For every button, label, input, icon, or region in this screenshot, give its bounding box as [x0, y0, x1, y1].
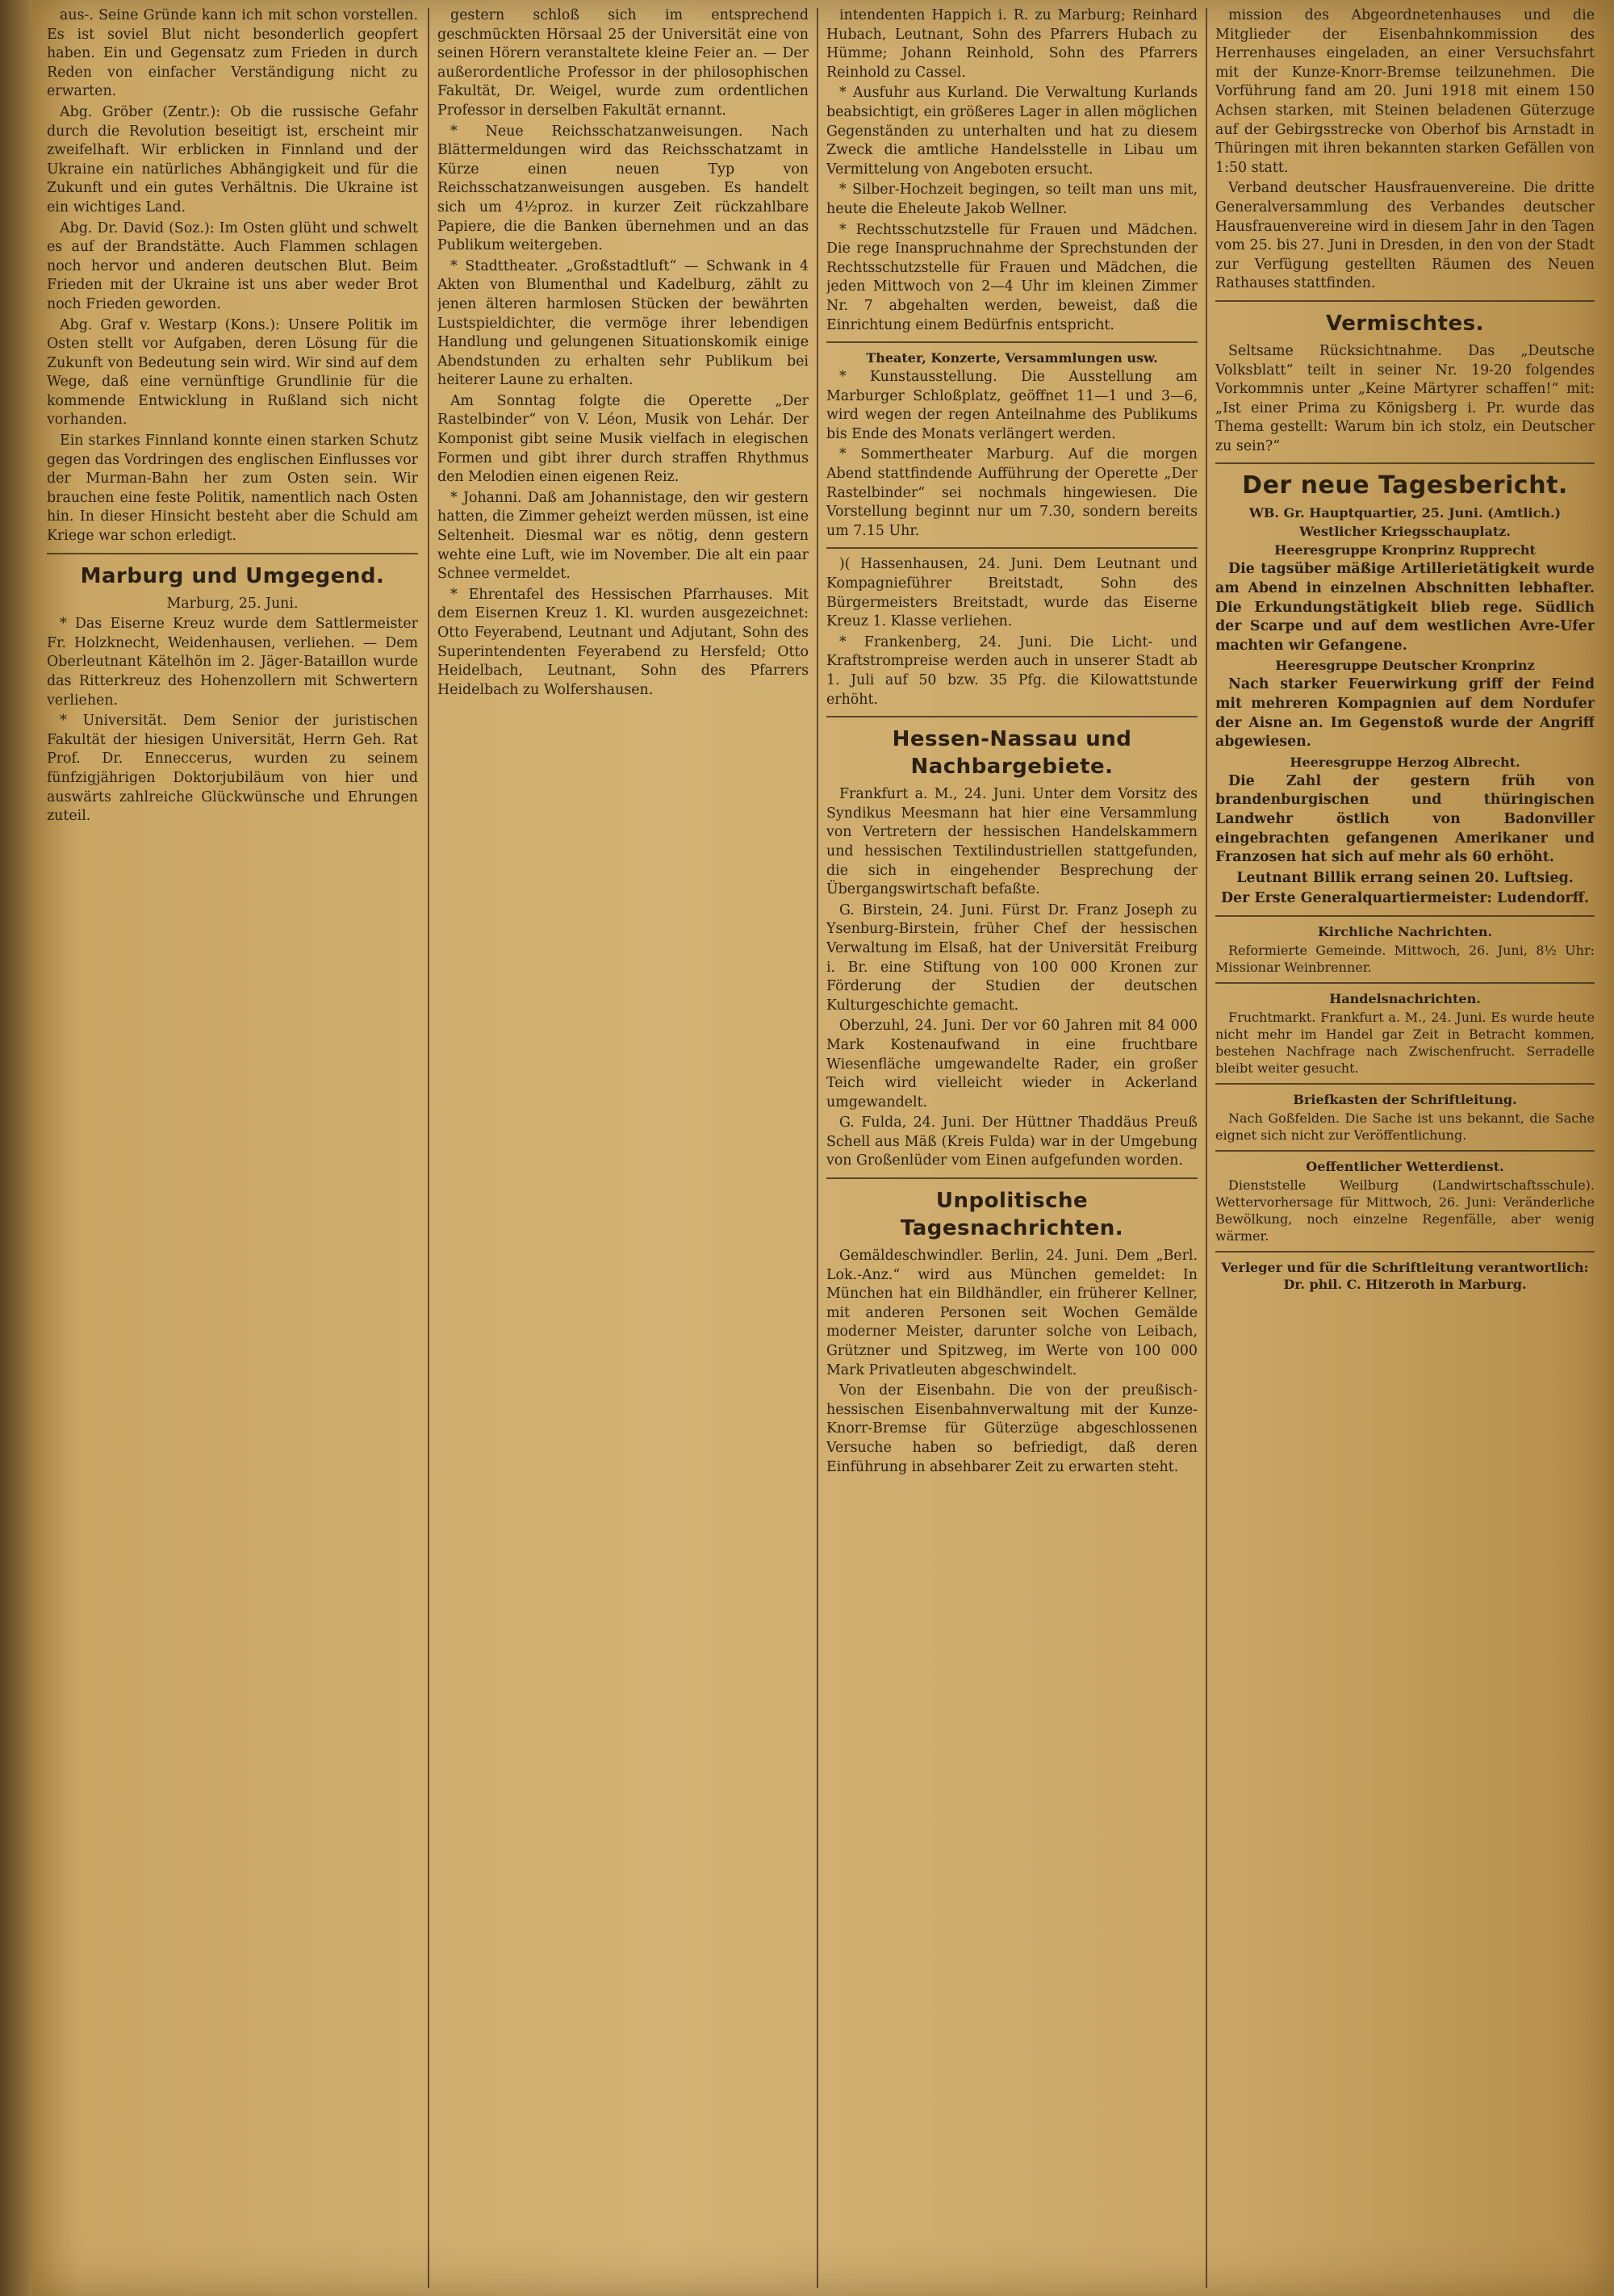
article-text: Seltsame Rücksichtnahme. Das „Deutsche Volksblatt“ teilt in seiner Nr. 19-20 folgendes Vorkommnis unter „Keine Märtyrer schaffen!“ mit: „Ist einer Prima zu Königsberg i. Pr. wurde das Thema gestellt: Warum bin ich stolz, ein Deutscher zu sein?“ [1215, 342, 1595, 454]
column-2 [437, 6, 809, 2290]
column-4 [1215, 6, 1595, 2290]
section-divider [1215, 462, 1595, 464]
article-text: mission des Abgeordnetenhauses und die Mitglieder der Eisenbahnkommission des Herrenhauses eingeladen, an einer Versuchsfahrt mit der Kunze-Knorr-Bremse teilzunehmen. Die Vorführung fand am 20. Juni 1918 mit einem 150 Achsen starken, mit Steinen beladenen Güterzuge auf der Gebirgsstrecke von Oberhof bis Arnstadt in Thüringen mit ihren bekannten starken Gefällen von 1:50 statt. [1215, 7, 1595, 176]
report-subhead: Heeresgruppe Deutscher Kronprinz [1275, 658, 1535, 674]
section-heading: Vermischtes. [1326, 311, 1484, 336]
report-text: Leutnant Billik errang seinen 20. Luftsieg. [1236, 869, 1574, 886]
section-divider [826, 1177, 1198, 1179]
article-text: Gemäldeschwindler. Berlin, 24. Juni. Dem „Berl. Lok.-Anz.“ wird aus München gemeldet: In München hat ein Bildhändler, ein früherer Kellner, mit anderen Personen seit Wochen Gemälde moderner Meister, darunter solche von Leibach, Grützner und Spitzweg, im Werte von 100 000 Mark Privatleuten abgeschwindelt. [826, 1248, 1198, 1378]
article-text: * Frankenberg, 24. Juni. Die Licht- und Kraftstrompreise werden auch in unserer Stadt ab 1. Juli auf 50 bzw. 35 Pfg. die Kilowattstunde erhöht. [826, 634, 1198, 708]
subsection-heading: Kirchliche Nachrichten. [1317, 923, 1493, 939]
section-divider [1215, 1150, 1595, 1152]
subsection-heading: Oeffentlicher Wetterdienst. [1306, 1158, 1504, 1174]
article-text: * Silber-Hochzeit begingen, so teilt man uns mit, heute die Eheleute Jakob Wellner. [826, 182, 1198, 217]
newspaper-page [32, 0, 1614, 2296]
article-text: Abg. Graf v. Westarp (Kons.): Unsere Politik im Osten stellt vor Aufgaben, deren Lösung für die Zukunft von Bedeutung sein wird. Wir sind auf dem Wege, daß eine vernünftige Grundlinie für die kommende Entwicklung in Rußland sich nicht vorhanden. [47, 316, 418, 429]
article-text: * Johanni. Daß am Johannistage, den wir gestern hatten, die Zimmer geheizt werden müssen, ist eine Seltenheit. Diesmal war es nötig, denn gestern wehte eine Luft, wie im November. Die alt ein paar Schnee vermeldet. [437, 489, 809, 583]
subsection-heading: Handelsnachrichten. [1329, 990, 1481, 1006]
section-divider [1215, 982, 1595, 984]
article-text: G. Fulda, 24. Juni. Der Hüttner Thaddäus Preuß Schell aus Mäß (Kreis Fulda) war in der Umgebung von Großenlüder vom Einen aufgefunden worden. [826, 1115, 1198, 1169]
column-rule [817, 8, 818, 2288]
article-text: * Ehrentafel des Hessischen Pfarrhauses. Mit dem Eisernen Kreuz 1. Kl. wurden ausgezeichnet: Otto Feyerabend, Leutnant und Adjutant, Sohn des Superintendenten Feyerabend zu Hersfeld; Otto Heidelbach, Leutnant, Sohn des Pfarrers Heidelbach zu Wolfershausen. [437, 586, 809, 698]
article-text: Frankfurt a. M., 24. Juni. Unter dem Vorsitz des Syndikus Meesmann hat hier eine Versammlung von Vertretern der hessischen Handelskammern und hessischen Textilindustriellen stattgefunden, die sich in eingehender Besprechung der Übergangswirtschaft befaßte. [826, 786, 1198, 898]
article-text: Nach Goßfelden. Die Sache ist uns bekannt, die Sache eignet sich nicht zur Veröffentlichung. [1215, 1110, 1595, 1143]
column-rule [1206, 8, 1207, 2288]
section-divider [1215, 1083, 1595, 1085]
article-text: Oberzuhl, 24. Juni. Der vor 60 Jahren mit 84 000 Mark Kostenaufwand in eine fruchtbare Wiesenfläche umgewandelte Rader, ein großer Teich wird vielleicht wieder in Ackerland umgewandelt. [826, 1018, 1198, 1110]
report-subhead: Heeresgruppe Kronprinz Rupprecht [1274, 542, 1536, 558]
report-subhead: Heeresgruppe Herzog Albrecht. [1290, 754, 1520, 770]
section-heading: Unpolitische Tagesnachrichten. [900, 1189, 1124, 1241]
section-heading: Der neue Tagesbericht. [1242, 471, 1568, 500]
section-divider [826, 341, 1198, 343]
article-text: * Neue Reichsschatzanweisungen. Nach Blättermeldungen wird das Reichsschatzamt in Kürze einen neuen Typ von Reichsschatzanweisungen ausgeben. Es handelt sich um 4½proz. in kurzer Zeit rückzahlbare Papiere, die die Banken übernehmen und an das Publikum weitergeben. [437, 123, 809, 254]
article-text: * Stadttheater. „Großstadtluft“ — Schwank in 4 Akten von Blumenthal und Kadelburg, zählt zu jenen älteren harmlosen Stücken der bewährten Lustspieldichter, die vermöge ihrer lebendigen Handlung und gelungenen Situationskomik einige Abendstunden zu erhalten sehr Publikum bei heiterer Laune zu erhalten. [437, 257, 809, 389]
report-text: Nach starker Feuerwirkung griff der Feind mit mehreren Kompagnien auf dem Nordufer der Aisne an. Im Gegenstoß wurde der Angriff abgewiesen. [1215, 676, 1595, 751]
column-3 [826, 6, 1198, 2290]
article-text: )( Hassenhausen, 24. Juni. Dem Leutnant und Kompagnieführer Breitstadt, Sohn des Bürgermeisters Breitstadt, wurde das Eiserne Kreuz 1. Klasse verliehen. [826, 556, 1198, 630]
article-text: * Kunstausstellung. Die Ausstellung am Marburger Schloßplatz, geöffnet 11—1 und 3—6, wird wegen der regen Anteilnahme des Publikums bis Ende des Monats verlängert werden. [826, 369, 1198, 442]
article-text: * Rechtsschutzstelle für Frauen und Mädchen. Die rege Inanspruchnahme der Sprechstunden der Rechtsschutzstelle für Frauen und Mädchen, die jeden Mittwoch von 2—4 Uhr im kleinen Zimmer Nr. 7 abgehalten werden, beweist, daß die Einrichtung einem Bedürfnis entspricht. [826, 221, 1198, 333]
article-text: * Sommertheater Marburg. Auf die morgen Abend stattfindende Aufführung der Operette „Der Rastelbinder“ sei nochmals hingewiesen. Die Vorstellung beginnt nur um 7.30, sondern bereits um 7.15 Uhr. [826, 446, 1198, 539]
section-heading: Marburg und Umgegend. [80, 563, 385, 588]
article-text: * Das Eiserne Kreuz wurde dem Sattlermeister Fr. Holzknecht, Weidenhausen, verliehen. — Dem Oberleutnant Kätelhön im 2. Jäger-Bataillon wurde das Ritterkreuz des Hohenzollern mit Schwertern verliehen. [47, 616, 418, 709]
article-text: * Universität. Dem Senior der juristischen Fakultät der hiesigen Universität, Herrn Geh. Rat Prof. Dr. Enneccerus, wurden zu seinem fünfzigjährigen Doktorjubiläum von hier und auswärts zahlreiche Glückwünsche und Ehrungen zuteil. [47, 713, 418, 825]
article-text: gestern schloß sich im entsprechend geschmückten Hörsaal 25 der Universität eine von seinen Hörern veranstaltete kleine Feier an. — Der außerordentliche Professor in der philosophischen Fakultät, Dr. Weigel, wurde zum ordentlichen Professor in derselben Fakultät ernannt. [437, 7, 809, 119]
report-text: Die tagsüber mäßige Artillerietätigkeit wurde am Abend in einzelnen Abschnitten lebhafter. Die Erkundungstätigkeit blieb rege. Südlich der Scarpe und auf dem westlichen Avre-Ufer machten wir Gefangene. [1215, 561, 1595, 654]
article-text: intendenten Happich i. R. zu Marburg; Reinhard Hubach, Leutnant, Sohn des Pfarrers Hubach zu Hümme; Johann Reinhold, Sohn des Pfarrers Reinhold zu Cassel. [826, 7, 1198, 81]
subsection-heading: Briefkasten der Schriftleitung. [1293, 1091, 1517, 1107]
article-text: * Ausfuhr aus Kurland. Die Verwaltung Kurlands beabsichtigt, ein größeres Lager in allen möglichen Gegenständen zu unterhalten und hat zu diesem Zweck die amtliche Handelsstelle in Libau um Vermittelung von Angeboten ersucht. [826, 85, 1198, 178]
article-text: Verband deutscher Hausfrauenvereine. Die dritte Generalversammlung des Verbandes deutscher Hausfrauenvereine wird in diesem Jahr in den Tagen vom 25. bis 27. Juni in Dresden, in den von der Stadt zur Verfügung gestellten Räumen des Neuen Rathauses stattfinden. [1215, 180, 1595, 292]
section-divider [1215, 915, 1595, 917]
article-text: Fruchtmarkt. Frankfurt a. M., 24. Juni. Es wurde heute nicht mehr im Handel gar Zeit in Betracht kommen, bestehen Nachfrage nach Zwischenfrucht. Serradelle bleibt weiter gesucht. [1215, 1009, 1595, 1076]
subsection-heading: Theater, Konzerte, Versammlungen usw. [866, 350, 1158, 366]
report-text: Die Zahl der gestern früh von brandenburgischen und thüringischen Landwehr östlich von Badonviller eingebrachten gefangenen Amerikaner und Franzosen hat sich auf mehr als 60 erhöht. [1215, 772, 1595, 866]
section-heading: Hessen-Nassau und Nachbargebiete. [892, 727, 1132, 780]
section-divider [1215, 300, 1595, 302]
article-text: Abg. Gröber (Zentr.): Ob die russische Gefahr durch die Revolution beseitigt ist, erscheint mir zweifelhaft. Wir erblicken in Finnland und der Ukraine ein natürliches Abhängigkeit und für die Zukunft und ein gutes Verhältnis. Die Ukraine ist ein wichtiges Land. [47, 103, 418, 215]
article-text: Abg. Dr. David (Soz.): Im Osten glüht und schwelt es auf der Brandstätte. Auch Flammen schlagen noch hervor und anderen deutschen Blut. Beim Frieden mit der Ukraine ist uns aber weder Brot noch Frieden geworden. [47, 220, 418, 312]
article-text: Ein starkes Finnland konnte einen starken Schutz gegen das Vordringen des englischen Einflusses vor der Murman-Bahn her zum Osten sein. Wir brauchen eine feste Politik, namentlich nach Osten hin. In dieser Hinsicht besteht aber die Schuld am Kriege war schon erledigt. [47, 433, 418, 545]
report-subhead: Westlicher Kriegsschauplatz. [1299, 524, 1511, 540]
dateline: WB. Gr. Hauptquartier, 25. Juni. (Amtlich.) [1248, 505, 1562, 521]
section-divider [47, 553, 418, 554]
article-text: aus-. Seine Gründe kann ich mit schon vorstellen. Es ist soviel Blut nicht besonderlich geopfert haben. Ein und Gegensatz zum Frieden in durch Reden von einfacher Verständigung nicht zu erwarten. [47, 7, 418, 100]
dateline: Marburg, 25. Juni. [166, 595, 299, 612]
article-text: Reformierte Gemeinde. Mittwoch, 26. Juni, 8½ Uhr: Missionar Weinbrenner. [1215, 942, 1595, 975]
article-text: Von der Eisenbahn. Die von der preußisch-hessischen Eisenbahnverwaltung mit der Kunze-Knorr-Bremse für Güterzüge abgeschlossenen Versuche haben so befriedigt, daß deren Einführung in absehbarer Zeit zu erwarten steht. [826, 1382, 1198, 1475]
section-divider [826, 547, 1198, 549]
article-text: Dienststelle Weilburg (Landwirtschaftsschule). Wettervorhersage für Mittwoch, 26. Juni: Veränderliche Bewölkung, noch einzelne Regenfälle, aber wenig wärmer. [1215, 1177, 1595, 1244]
article-text: G. Birstein, 24. Juni. Fürst Dr. Franz Joseph zu Ysenburg-Birstein, früher Chef der hessischen Verwaltung im Elsaß, hat der Universität Freiburg i. Br. eine Stiftung von 100 000 Kronen zur Förderung der Studien der deutschen Kulturgeschichte gemacht. [826, 901, 1198, 1014]
article-text: Am Sonntag folgte die Operette „Der Rastelbinder“ von V. Léon, Musik von Lehár. Der Komponist gibt seine Musik vielfach in elegischen Formen und gibt ihrer durch straffen Rhythmus den Melodien einen eigenen Reiz. [437, 392, 809, 486]
section-divider [826, 716, 1198, 717]
column-1 [47, 6, 418, 2290]
imprint: Verleger und für die Schriftleitung verantwortlich: Dr. phil. C. Hitzeroth in Marburg. [1221, 1259, 1589, 1292]
section-divider [1215, 1251, 1595, 1253]
report-signature: Der Erste Generalquartiermeister: Ludendorff. [1220, 890, 1590, 907]
column-rule [428, 8, 429, 2288]
page-gutter [0, 0, 32, 2296]
